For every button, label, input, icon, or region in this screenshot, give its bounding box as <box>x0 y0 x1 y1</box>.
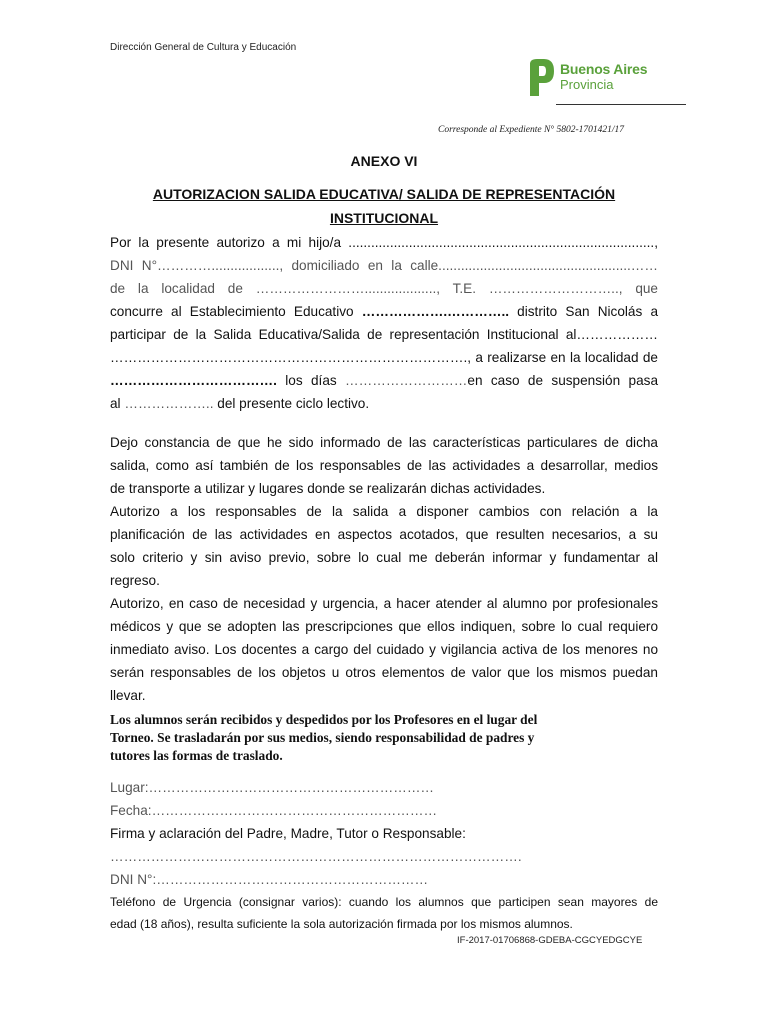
buenos-aires-p-logo-icon <box>528 58 556 98</box>
logo-rule <box>556 104 686 105</box>
school-blank: ……………….………….. <box>361 304 510 319</box>
p2-line-4: Autorizo a los responsables de la salida a disponer cambios con relación a la <box>110 504 658 519</box>
p1-line-7 <box>110 373 658 388</box>
title-line-2: INSTITUCIONAL <box>329 210 439 226</box>
logo-line1: Buenos Aires <box>560 61 648 77</box>
dni-label: DNI N°: <box>110 872 157 887</box>
lugar-blank: ……………………………………………………… <box>148 780 435 795</box>
locality-blank: ………………………………. <box>110 373 277 388</box>
p1-line-4-c: distrito San Nicolás a <box>509 304 659 319</box>
p2-line-11: serán responsables de los objetos u otros elementos de valor que los mismos puedan <box>110 665 658 680</box>
fecha-label: Fecha: <box>110 803 152 818</box>
urgency-line-1: Teléfono de Urgencia (consignar varios): cuando los alumnos que participen sean mayores de <box>110 895 658 909</box>
lugar-field <box>110 780 434 795</box>
expediente-number: Corresponde al Expediente N° 5802-1701421/17 <box>438 125 625 135</box>
p1-line-7-b: los días <box>276 373 346 388</box>
p1-line-4 <box>110 304 658 319</box>
alt-date-blank: ……………….. <box>124 396 218 411</box>
p1-line-6: ……………………………………………………………………., a realizarse en la localidad de <box>110 350 658 365</box>
header-org: Dirección General de Cultura y Educación <box>110 42 297 53</box>
p1-line-1: Por la presente autorizo a mi hijo/a ................................................................................., <box>110 235 658 250</box>
fecha-blank: ……………………………………………………… <box>151 803 438 818</box>
p2-line-1: Dejo constancia de que he sido informado de las características particulares de dicha <box>110 435 658 450</box>
firma-label: Firma y aclaración del Padre, Madre, Tutor o Responsable: <box>110 826 466 841</box>
logo-text <box>560 62 647 92</box>
p2-line-6: solo criterio y sin aviso previo, sobre lo cual me deberán informar y fundamentar al <box>110 550 658 565</box>
document-id: IF-2017-01706868-GDEBA-CGCYEDGCYE <box>457 935 643 946</box>
p1-line-5: participar de la Salida Educativa/Salida de representación Institucional al……………… <box>110 327 658 342</box>
p2-line-9: médicos y que se adopten las prescripciones que ellos indiquen, sobre lo cual requiero <box>110 619 658 634</box>
p1-line-2: DNI N°………….................., domiciliado en la calle...................................................…… <box>110 258 658 273</box>
p2-line-12: llevar. <box>110 688 146 703</box>
dni-field <box>110 872 428 887</box>
annex-heading: ANEXO VI <box>350 153 418 169</box>
p2-line-10: inmediato aviso. Los docentes a cargo del cuidado y vigilancia activa de los menores no <box>110 642 658 657</box>
p1-line-3: de la localidad de ……………………..................., T.E. ……………………….., que <box>110 281 658 296</box>
title-line-1: AUTORIZACION SALIDA EDUCATIVA/ SALIDA DE REPRESENTACIÓN <box>152 186 616 202</box>
firma-blank: ………………………………………………………………………………. <box>110 849 522 864</box>
transport-note-line-1: Los alumnos serán recibidos y despedidos por los Profesores en el lugar del <box>110 712 538 727</box>
lugar-label: Lugar: <box>110 780 149 795</box>
transport-note-line-2: Torneo. Se trasladarán por sus medios, siendo responsabilidad de padres y <box>110 730 535 745</box>
p2-line-3: de transporte a utilizar y lugares donde se realizarán dichas actividades. <box>110 481 546 496</box>
p1-line-7-d: en caso de suspensión pasa <box>467 373 659 388</box>
p2-line-2: salida, como así también de los responsables de las actividades a desarrollar, medios <box>110 458 658 473</box>
province-logo <box>528 56 660 108</box>
p2-line-5: planificación de las actividades en aspectos acotados, que resulten necesarios, a su <box>110 527 658 542</box>
logo-line2: Provincia <box>560 77 614 92</box>
p1-line-8-c: del presente ciclo lectivo. <box>217 396 370 411</box>
p2-line-7: regreso. <box>110 573 160 588</box>
p2-line-8: Autorizo, en caso de necesidad y urgencia, a hacer atender al alumno por profesionales <box>110 596 658 611</box>
dni-blank: …………………………………………………… <box>156 872 429 887</box>
days-blank: ……………………… <box>345 373 468 388</box>
transport-note <box>110 711 670 765</box>
fecha-field <box>110 803 437 818</box>
transport-note-line-3: tutores las formas de traslado. <box>110 748 283 763</box>
p1-line-8 <box>110 396 369 411</box>
urgency-line-2: edad (18 años), resulta suficiente la sola autorización firmada por los mismos alumnos. <box>110 917 573 931</box>
p1-line-8-a: al <box>110 396 125 411</box>
p1-line-4-a: concurre al Establecimiento Educativo <box>110 304 362 319</box>
